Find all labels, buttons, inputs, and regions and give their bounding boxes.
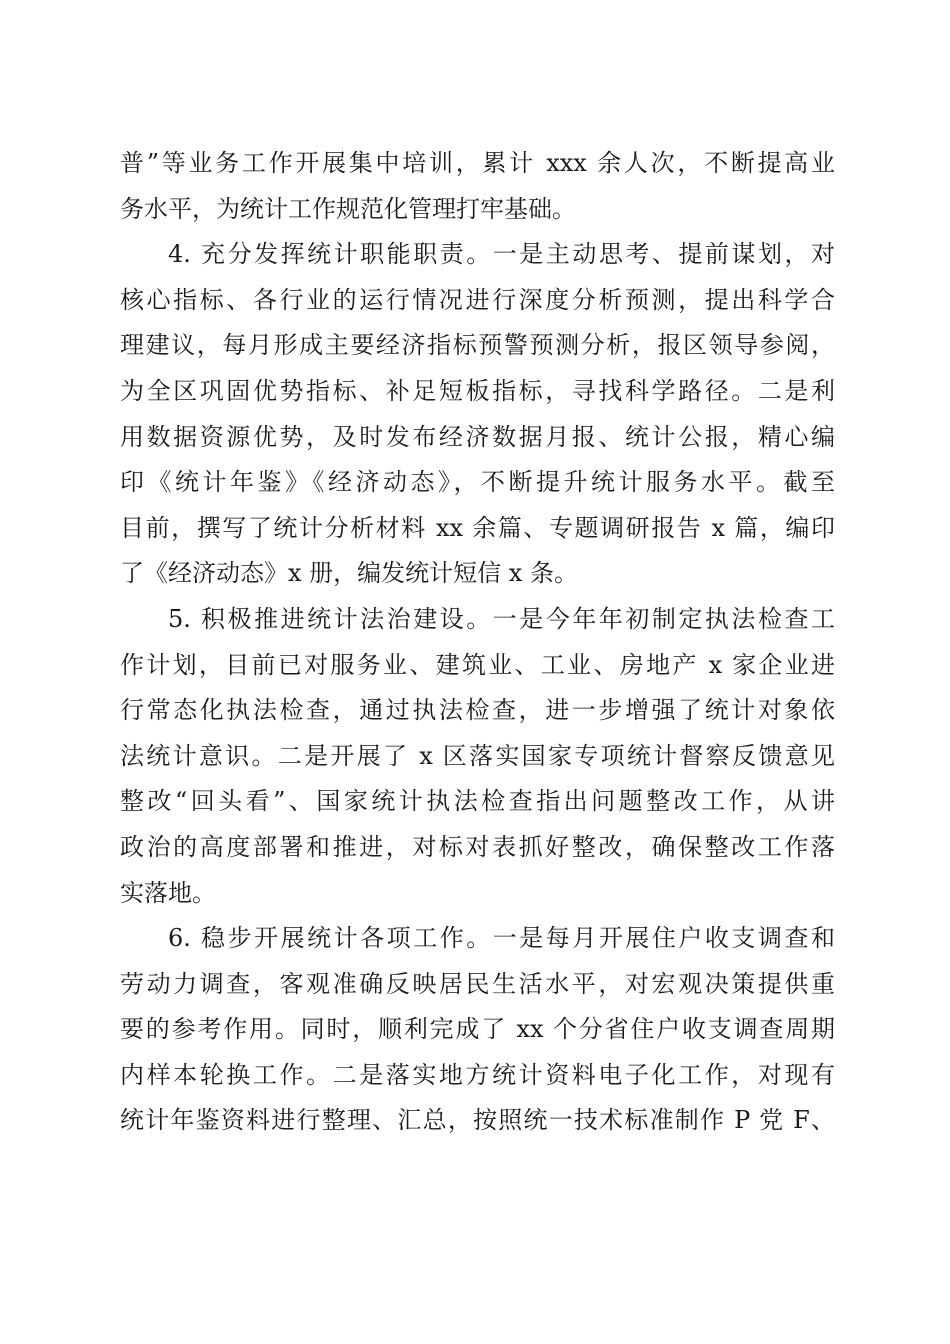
text-line: 务水平，为统计工作规范化管理打牢基础。 bbox=[120, 194, 576, 223]
text-line: 整改“回头看”、国家统计执法检查指出问题整改工作，从讲 bbox=[120, 787, 835, 816]
text-line: 统计年鉴资料进行整理、汇总，按照统一技术标准制作 P 党 F、 bbox=[120, 1106, 835, 1135]
text-line: 用数据资源优势，及时发布经济数据月报、统计公报，精心编 bbox=[120, 422, 835, 451]
text-line: 普”等业务工作开展集中培训，累计 xxx 余人次，不断提高业 bbox=[120, 149, 835, 177]
body-text bbox=[120, 141, 835, 1144]
text-line: 了《经济动态》x 册，编发统计短信 x 条。 bbox=[120, 559, 578, 588]
text-line: 行常态化执法检查，通过执法检查，进一步增强了统计对象依 bbox=[120, 696, 835, 725]
text-line: 为全区巩固优势指标、补足短板指标，寻找科学路径。二是利 bbox=[120, 376, 835, 405]
text-line: 核心指标、各行业的运行情况进行深度分析预测，提出科学合 bbox=[120, 285, 835, 314]
text-line: 理建议，每月形成主要经济指标预警预测分析，报区领导参阅， bbox=[120, 331, 835, 360]
text-line: 要的参考作用。同时，顺利完成了 xx 个分省住户收支调查周期 bbox=[120, 1015, 835, 1044]
text-line: 印《统计年鉴》《经济动态》，不断提升统计服务水平。截至 bbox=[120, 468, 835, 497]
text-line: 实落地。 bbox=[120, 878, 216, 907]
paragraph-5-start: 5. 积极推进统计法治建设。一是今年年初制定执法检查工 bbox=[168, 604, 835, 633]
text-line: 内样本轮换工作。二是落实地方统计资料电子化工作，对现有 bbox=[120, 1060, 835, 1089]
text-line: 劳动力调查，客观准确反映居民生活水平，对宏观决策提供重 bbox=[120, 969, 835, 998]
text-line: 法统计意识。二是开展了 x 区落实国家专项统计督察反馈意见 bbox=[120, 741, 835, 770]
text-line: 作计划，目前已对服务业、建筑业、工业、房地产 x 家企业进 bbox=[120, 650, 835, 679]
paragraph-6-start: 6. 稳步开展统计各项工作。一是每月开展住户收支调查和 bbox=[168, 924, 835, 953]
text-line: 目前，撰写了统计分析材料 xx 余篇、专题调研报告 x 篇，编印 bbox=[120, 513, 835, 542]
text-line: 政治的高度部署和推进，对标对表抓好整改，确保整改工作落 bbox=[120, 832, 835, 861]
paragraph-4-start: 4. 充分发挥统计职能职责。一是主动思考、提前谋划，对 bbox=[168, 240, 835, 269]
